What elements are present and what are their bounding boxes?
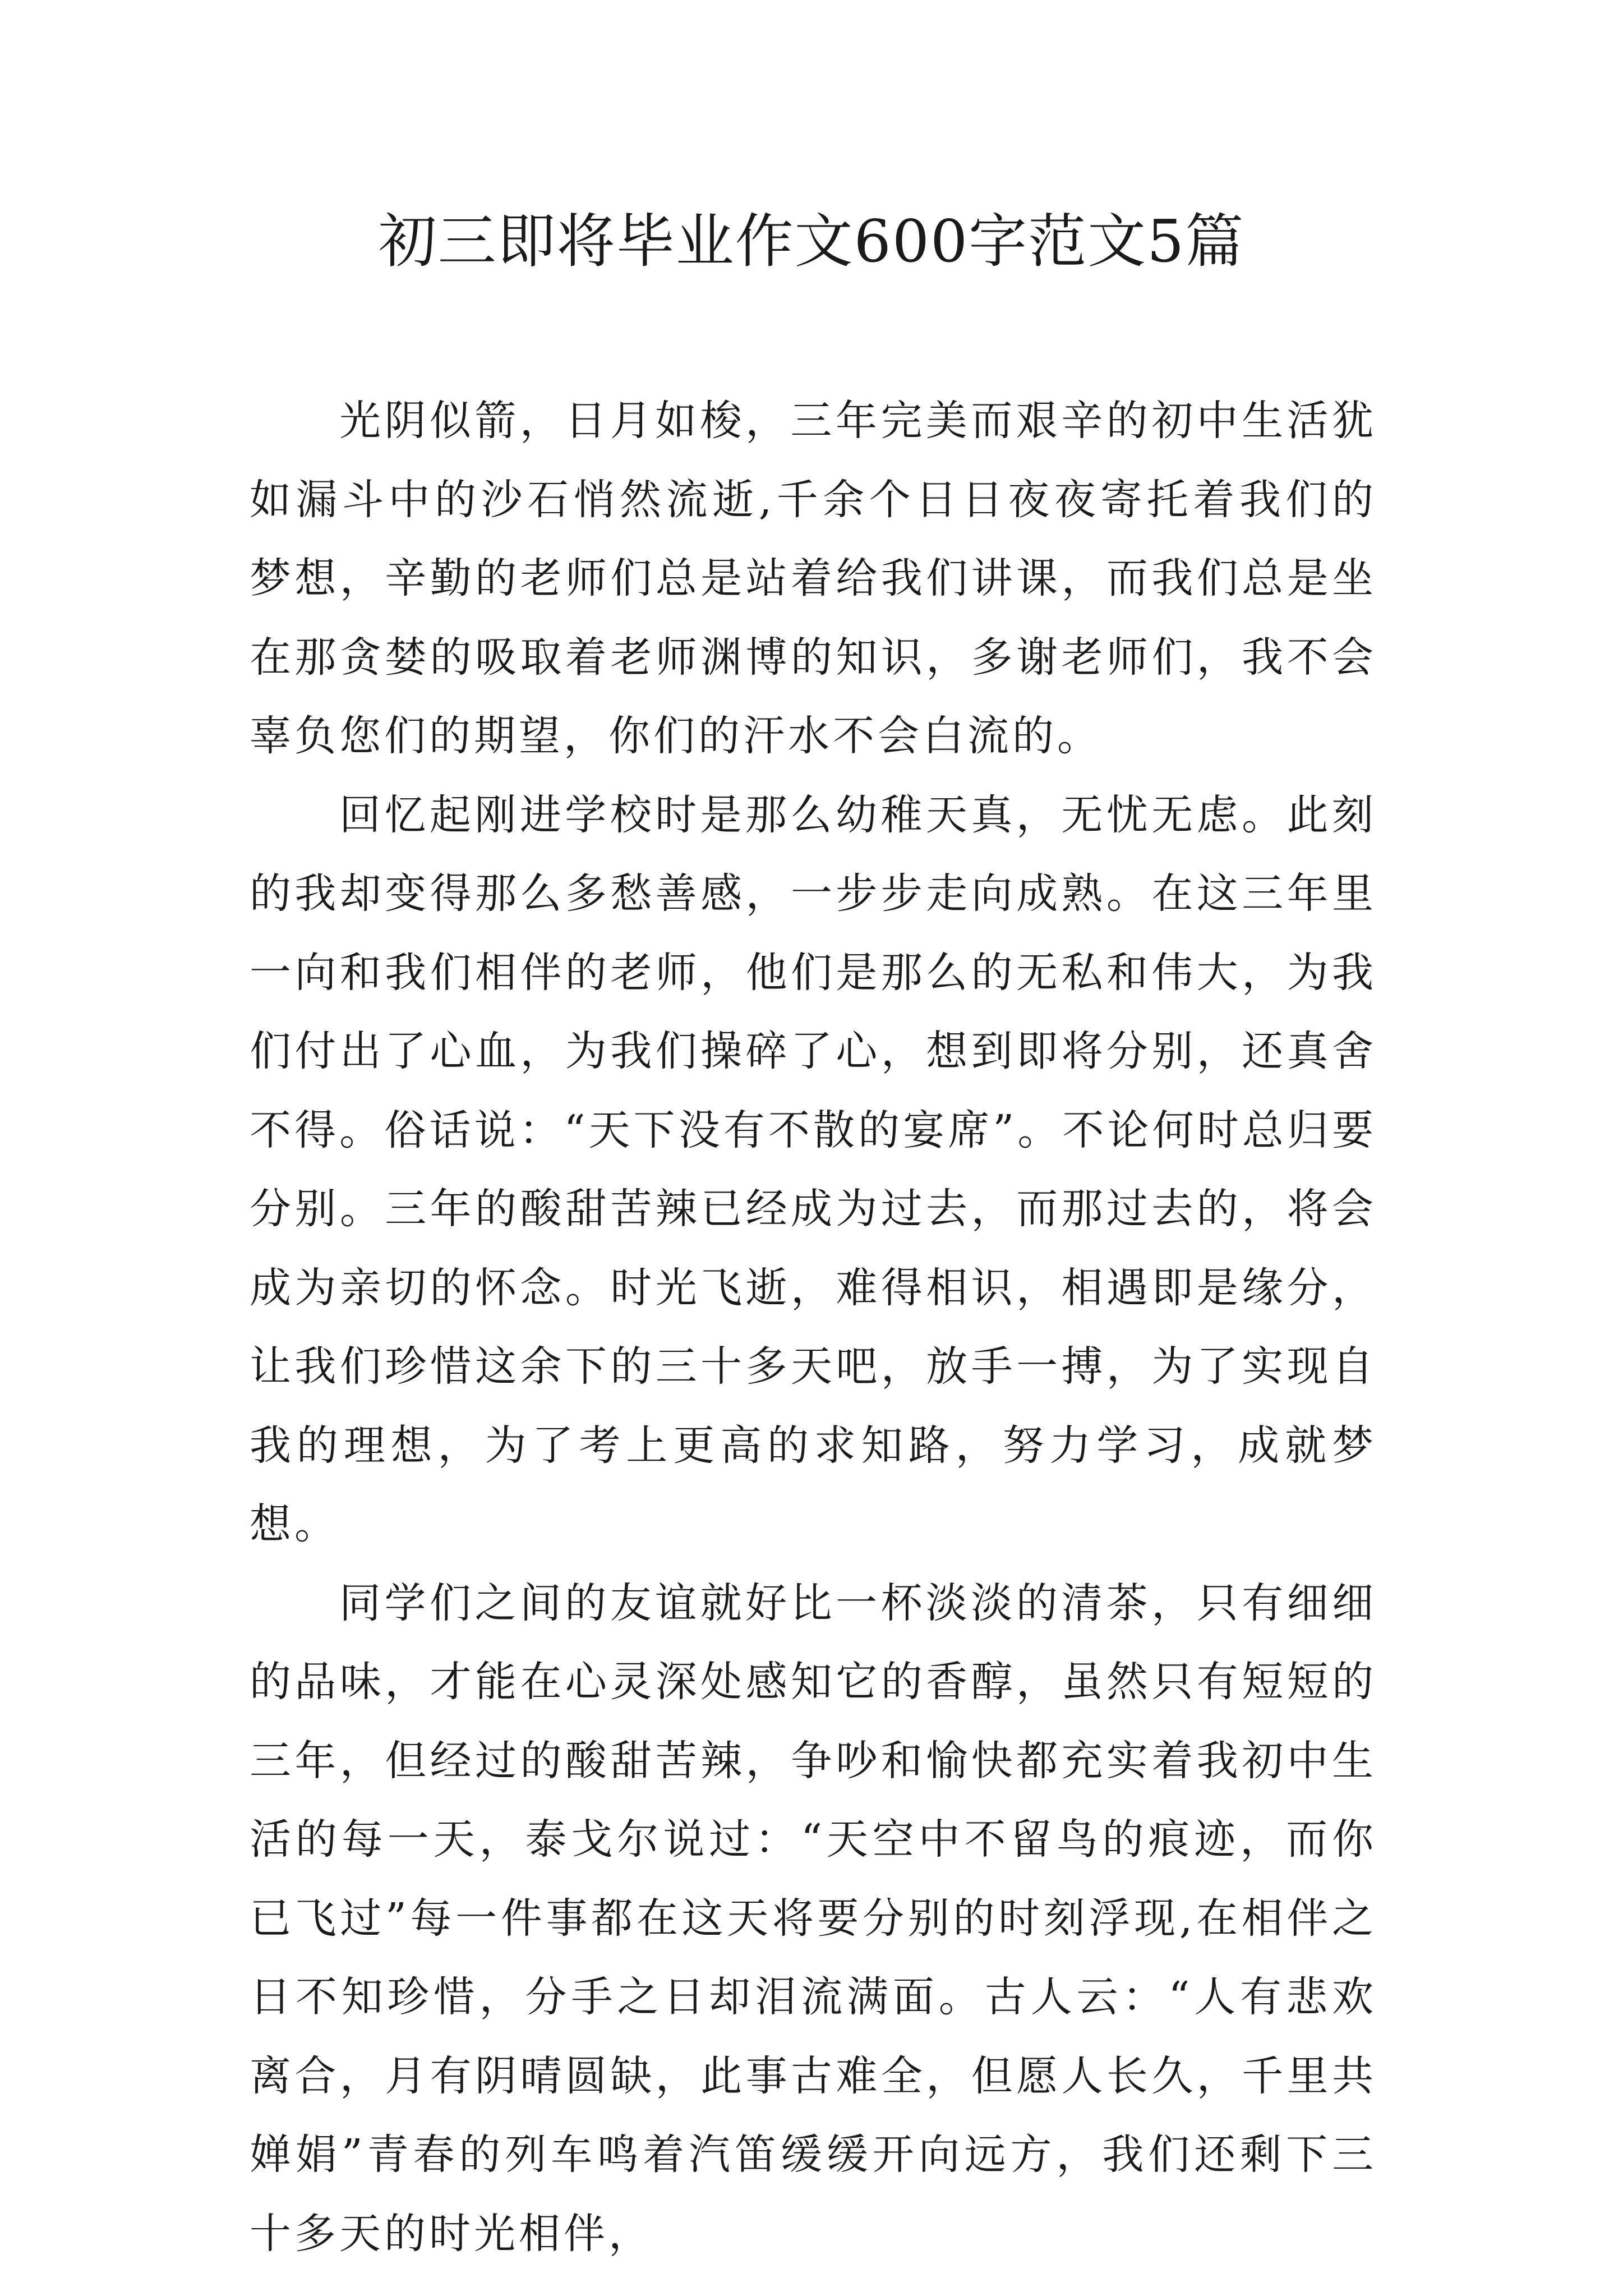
paragraph: 回忆起刚进学校时是那么幼稚天真，无忧无虑。此刻的我却变得那么多愁善感，一步步走向成熟。在这三年里一向和我们相伴的老师，他们是那么的无私和伟大，为我们付出了心血，为我们操碎了心，想到即将分别，还真舍不得。俗话说：“天下没有不散的宴席”。不论何时总归要分别。三年的酸甜苦辣已经成为过去，而那过去的，将会成为亲切的怀念。时光飞逝，难得相识，相遇即是缘分，让我们珍惜这余下的三十多天吧，放手一搏，为了实现自我的理想，为了考上更高的求知路，努力学习，成就梦想。 bbox=[250, 790, 1377, 1548]
paragraph: 同学们之间的友谊就好比一杯淡淡的清茶，只有细细的品味，才能在心灵深处感知它的香醇，虽然只有短短的三年，但经过的酸甜苦辣，争吵和愉快都充实着我初中生活的每一天，泰戈尔说过：“天空中不留鸟的痕迹，而你已飞过”每一件事都在这天将要分别的时刻浮现,在相伴之日不知珍惜，分手之日却泪流满面。古人云：“人有悲欢离合，月有阴晴圆缺，此事古难全，但愿人长久，千里共婵娟”青春的列车鸣着汽笛缓缓开向远方，我们还剩下三十多天的时光相伴， bbox=[250, 1579, 1377, 2258]
paragraph: 光阴似箭，日月如梭，三年完美而艰辛的初中生活犹如漏斗中的沙石悄然流逝,千余个日日夜夜寄托着我们的梦想，辛勤的老师们总是站着给我们讲课，而我们总是坐在那贪婪的吸取着老师渊博的知识，多谢老师们，我不会辜负您们的期望，你们的汗水不会白流的。 bbox=[250, 397, 1377, 760]
document-title: 初三即将毕业作文600字范文5篇 bbox=[378, 207, 1245, 275]
document-body bbox=[250, 381, 1377, 2273]
